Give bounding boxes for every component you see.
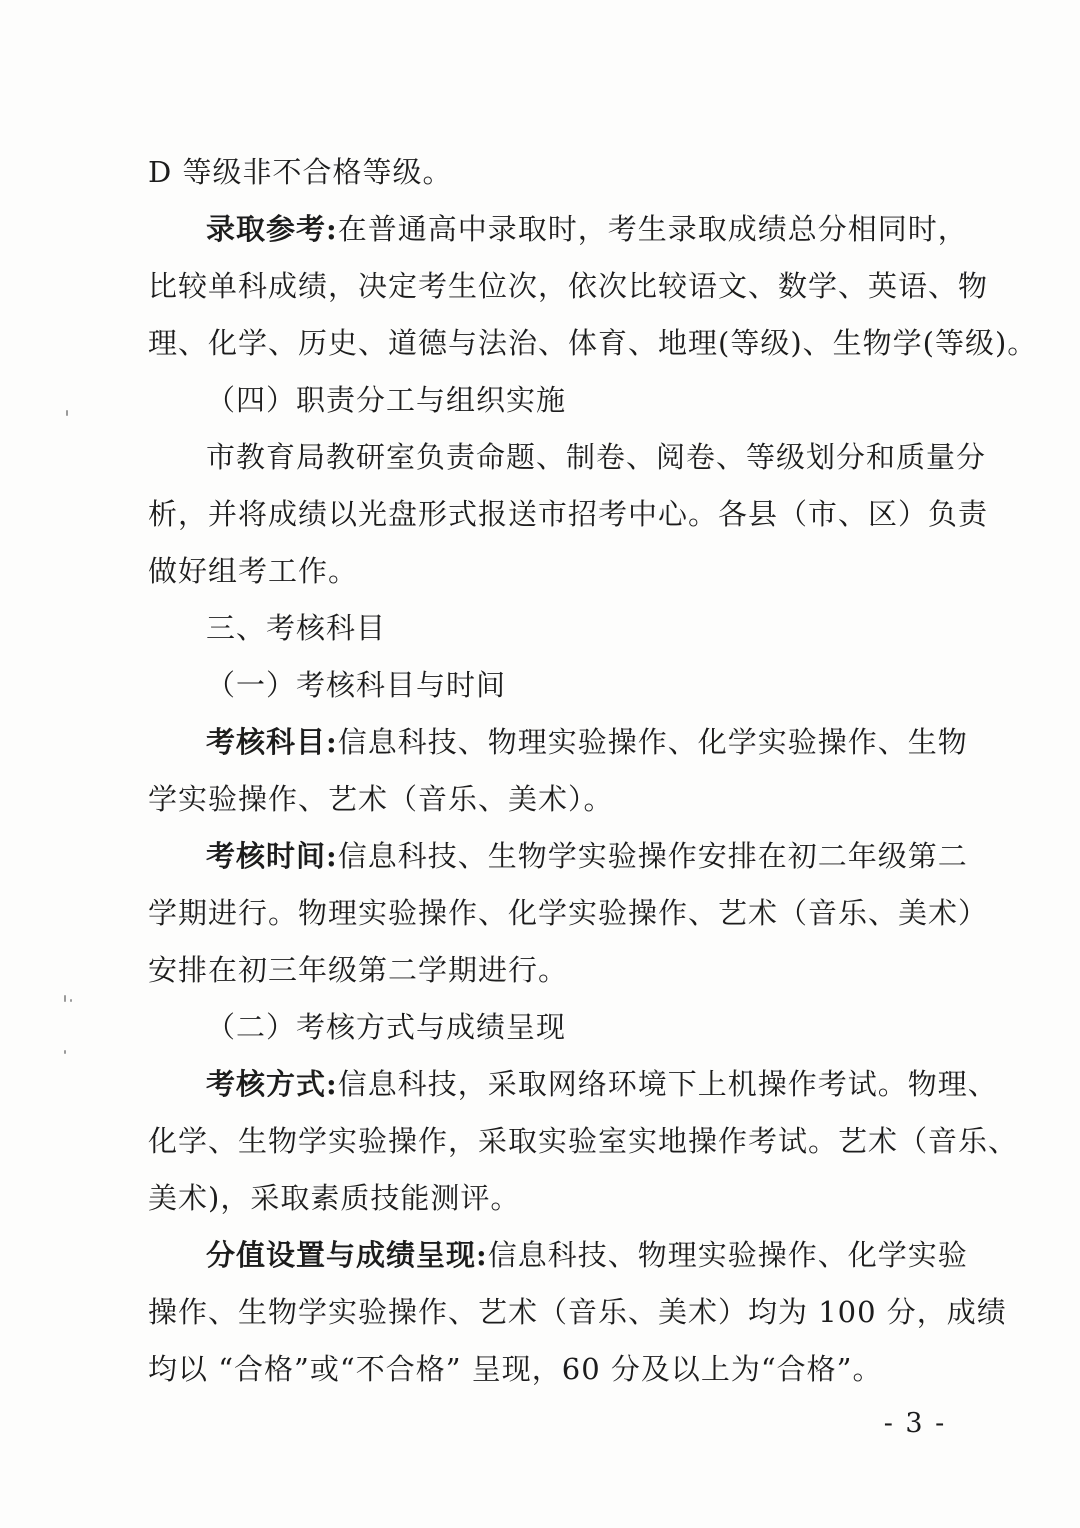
paragraph-line xyxy=(148,152,948,192)
heading-text: （一）考核科目与时间 xyxy=(206,668,507,702)
line-text: 信息科技，采取网络环境下上机操作考试。物理、 xyxy=(337,1067,998,1101)
paragraph-line xyxy=(148,1349,948,1389)
line-text: 信息科技、物理实验操作、化学实验 xyxy=(487,1238,968,1272)
scan-speck xyxy=(70,999,72,1002)
paragraph-line xyxy=(206,722,968,762)
paragraph-line xyxy=(148,1178,948,1218)
line-text: 做好组考工作。 xyxy=(148,554,359,588)
paragraph-line xyxy=(206,1235,968,1275)
heading-text: （四）职责分工与组织实施 xyxy=(206,383,567,417)
score-setting-label: 分值设置与成绩呈现: xyxy=(206,1238,488,1272)
line-text: 市教育局教研室负责命题、制卷、阅卷、等级划分和质量分 xyxy=(206,440,987,474)
exam-time-label: 考核时间: xyxy=(206,839,338,873)
line-text: 信息科技、物理实验操作、化学实验操作、生物 xyxy=(337,725,968,759)
paragraph-line xyxy=(148,1292,1007,1332)
line-text: 信息科技、生物学实验操作安排在初二年级第二 xyxy=(337,839,968,873)
heading-text: 三、考核科目 xyxy=(206,611,387,645)
line-text: 安排在初三年级第二学期进行。 xyxy=(148,953,569,987)
line-text: 学期进行。物理实验操作、化学实验操作、艺术（音乐、美术） xyxy=(148,896,989,930)
line-text: D 等级非不合格等级。 xyxy=(148,155,453,189)
line-text: 比较单科成绩，决定考生位次，依次比较语文、数学、英语、物 xyxy=(148,269,989,303)
line-text: 操作、生物学实验操作、艺术（音乐、美术）均为 100 分，成绩 xyxy=(148,1295,1007,1329)
exam-method-label: 考核方式: xyxy=(206,1067,338,1101)
paragraph-line xyxy=(148,893,989,933)
section-heading xyxy=(206,380,1006,420)
paragraph-line xyxy=(148,551,948,591)
line-text: 化学、生物学实验操作，采取实验室实地操作考试。艺术（音乐、 xyxy=(148,1124,1019,1158)
scan-speck xyxy=(64,995,66,1002)
paragraph-line xyxy=(206,437,987,477)
line-text: 理、化学、历史、道德与法治、体育、地理(等级)、生物学(等级)。 xyxy=(148,326,1038,360)
section-heading xyxy=(206,1007,1006,1047)
paragraph-line xyxy=(206,836,968,876)
page-number: - 3 - xyxy=(883,1408,947,1439)
line-text: 美术)，采取素质技能测评。 xyxy=(148,1181,521,1215)
line-text: 析，并将成绩以光盘形式报送市招考中心。各县（市、区）负责 xyxy=(148,497,989,531)
paragraph-line xyxy=(148,323,1038,363)
paragraph-line xyxy=(148,266,989,306)
heading-text: （二）考核方式与成绩呈现 xyxy=(206,1010,567,1044)
line-text: 学实验操作、艺术（音乐、美术）。 xyxy=(148,782,614,816)
line-text: 均以 “合格”或“不合格” 呈现，60 分及以上为“合格”。 xyxy=(148,1352,883,1386)
paragraph-line xyxy=(206,1064,998,1104)
exam-subjects-label: 考核科目: xyxy=(206,725,338,759)
paragraph-line xyxy=(148,1121,1019,1161)
paragraph-line xyxy=(148,950,948,990)
line-text: 在普通高中录取时，考生录取成绩总分相同时， xyxy=(337,212,968,246)
scan-speck xyxy=(66,410,68,416)
admission-reference-label: 录取参考: xyxy=(206,212,338,246)
scan-speck xyxy=(64,1050,66,1054)
section-heading xyxy=(206,665,1006,705)
section-heading xyxy=(206,608,1006,648)
paragraph-line xyxy=(148,779,948,819)
paragraph-line xyxy=(206,209,968,249)
paragraph-line xyxy=(148,494,989,534)
